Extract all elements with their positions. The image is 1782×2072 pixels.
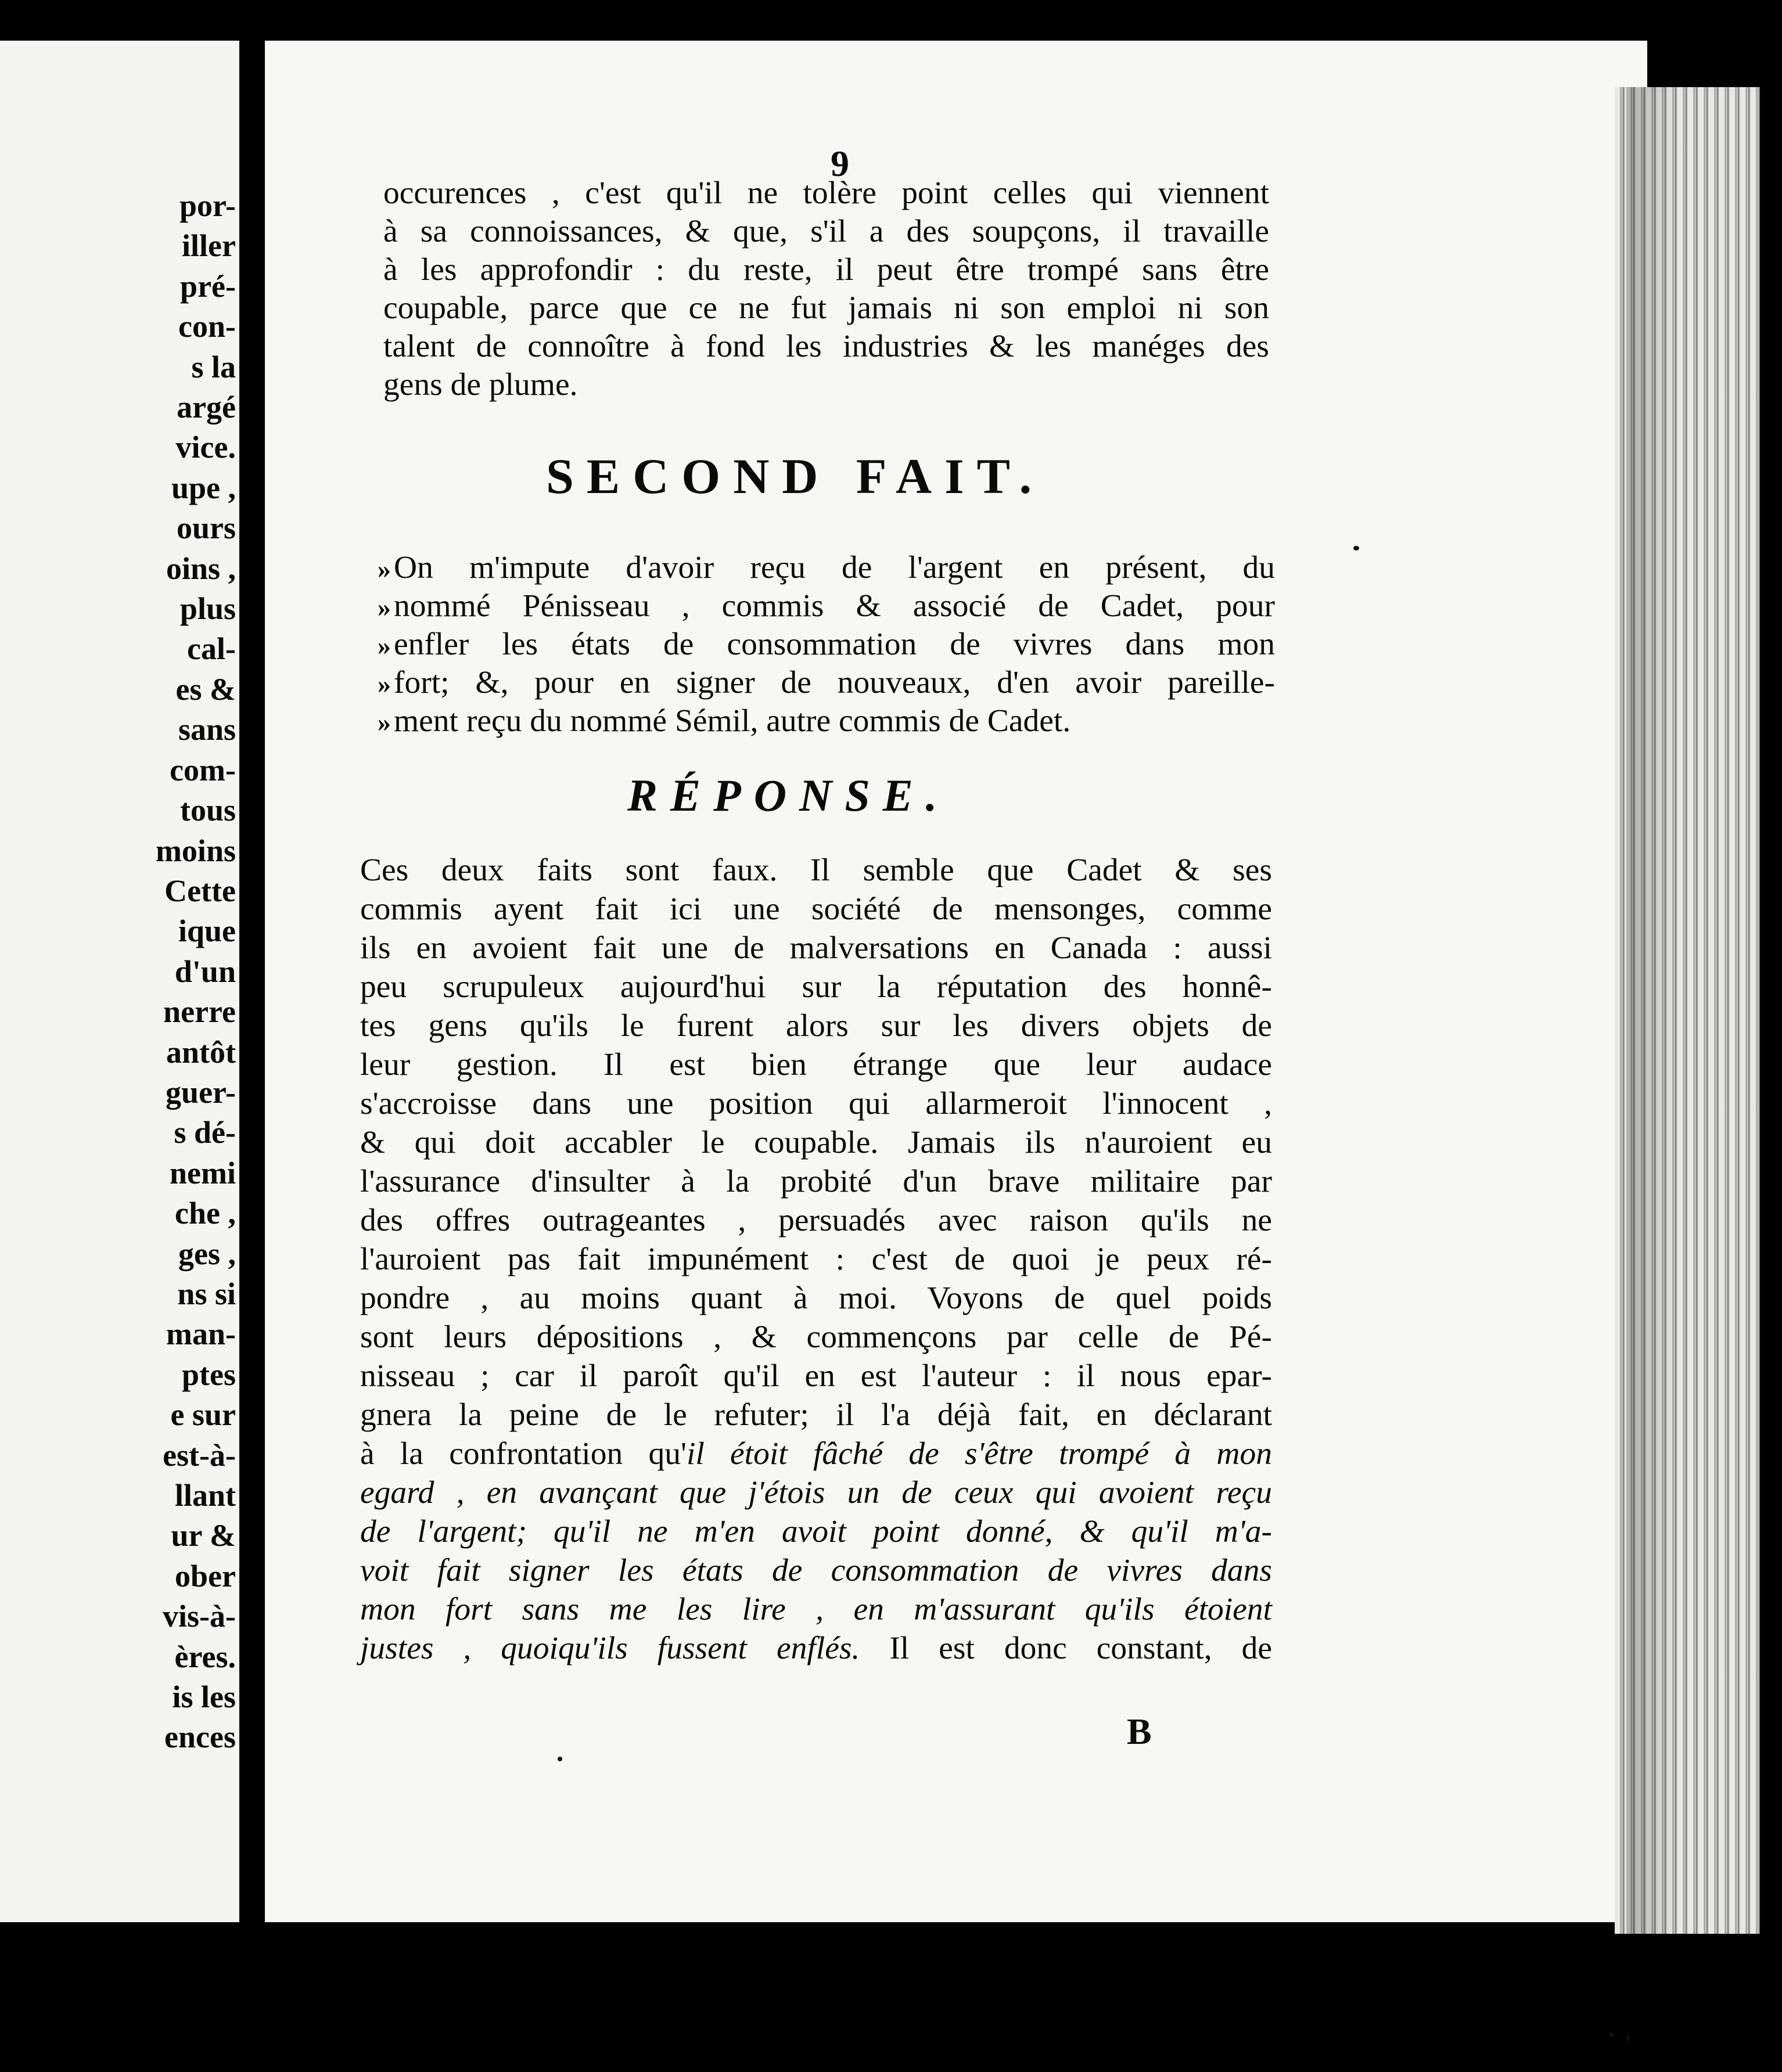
left-page-line: nerre: [163, 994, 236, 1030]
quote-text: nommé Pénisseau , commis & associé de Cadet, pour: [394, 588, 1275, 624]
left-page-line: pré-: [180, 268, 236, 304]
quote-text: fort; &, pour en signer de nouveaux, d'en avoir pareille-: [394, 665, 1275, 700]
text-line: leur gestion. Il est bien étrange que leur audace: [360, 1047, 1272, 1082]
ink-speck: [1609, 2033, 1614, 2037]
text-line: Ces deux faits sont faux. Il semble que Cadet & ses: [360, 852, 1272, 888]
text-line: [360, 1473, 1272, 1512]
quote-line: [378, 549, 1275, 587]
italic-run: voit fait signer les états de consommation de vivres dans: [360, 1553, 1272, 1588]
quote-mark: »: [378, 669, 391, 699]
text-line: pondre , au moins quant à moi. Voyons de quel poids: [360, 1280, 1272, 1316]
paragraph-2: [360, 851, 1272, 1668]
left-page-line: s dé-: [174, 1115, 236, 1150]
quote-line: [378, 702, 1275, 740]
left-page-line: ges ,: [178, 1236, 236, 1271]
text-line: tes gens qu'ils le furent alors sur les divers objets de: [360, 1008, 1272, 1044]
heading-second-fait: SECOND FAIT.: [546, 448, 1045, 504]
quote-text: ment reçu du nommé Sémil, autre commis de Cadet.: [394, 703, 1071, 739]
left-page-line: ères.: [174, 1639, 236, 1674]
text-line: des offres outrageantes , persuadés avec raison qu'ils ne: [360, 1203, 1272, 1238]
quote-text: On m'impute d'avoir reçu de l'argent en présent, du: [394, 550, 1275, 585]
left-page-line: com-: [170, 752, 236, 787]
left-page-line: ours: [176, 510, 236, 546]
text-line: nisseau ; car il paroît qu'il en est l'auteur : il nous epar-: [360, 1358, 1272, 1394]
text-line: peu scrupuleux aujourd'hui sur la réputation des honnê-: [360, 969, 1272, 1005]
quote-line: [378, 625, 1275, 664]
italic-run: de l'argent; qu'il ne m'en avoit point donné, & qu'il m'a-: [360, 1514, 1272, 1549]
quote-line: [378, 587, 1275, 625]
quote-line: [378, 664, 1275, 702]
left-page-line: moins: [155, 833, 236, 868]
left-page-line: tous: [179, 793, 236, 828]
text-line: l'assurance d'insulter à la probité d'un brave militaire par: [360, 1164, 1272, 1199]
text-line: gnera la peine de le refuter; il l'a déjà fait, en déclarant: [360, 1397, 1272, 1433]
quoted-accusation: [378, 549, 1275, 740]
left-page-line: Cette: [164, 873, 236, 908]
left-page-line: plus: [179, 591, 236, 627]
left-page-line: ober: [175, 1558, 236, 1593]
italic-run: il étoit fâché de s'être trompé à mon: [686, 1436, 1272, 1472]
left-page-line: con-: [178, 309, 236, 344]
quote-mark: »: [378, 592, 391, 622]
left-page-line: antôt: [166, 1034, 236, 1070]
text-line: [360, 1512, 1272, 1551]
text-line: coupable, parce que ce ne fut jamais ni son emploi ni son: [383, 290, 1269, 326]
quote-mark: »: [378, 707, 391, 737]
signature-mark: B: [1127, 1711, 1152, 1752]
text-line: [360, 1551, 1272, 1590]
left-page-line: ptes: [182, 1357, 236, 1392]
quote-mark: »: [378, 554, 391, 584]
text-line: à les approfondir : du reste, il peut être trompé sans être: [383, 252, 1269, 287]
left-page-line: ns si: [177, 1276, 236, 1311]
text-line: & qui doit accabler le coupable. Jamais ils n'auroient eu: [360, 1125, 1272, 1160]
quote-text: enfler les états de consommation de vivres dans mon: [394, 627, 1275, 662]
left-page-line: e sur: [170, 1397, 236, 1433]
left-page-line: guer-: [166, 1074, 236, 1110]
italic-run: justes , quoiqu'ils fussent enflés.: [360, 1631, 860, 1666]
text-run: Il est donc constant, de: [860, 1631, 1272, 1666]
left-facing-page: [0, 41, 239, 1922]
text-line: à sa connoissances, & que, s'il a des soupçons, il travaille: [383, 214, 1269, 249]
left-page-line: che ,: [175, 1196, 236, 1231]
text-line: s'accroisse dans une position qui allarmeroit l'innocent ,: [360, 1086, 1272, 1121]
left-page-line: iller: [182, 228, 236, 264]
left-page-line: oins ,: [166, 551, 236, 586]
left-page-text: [3, 186, 236, 1758]
left-page-line: ur &: [171, 1518, 236, 1553]
text-line: gens de plume.: [383, 367, 578, 402]
italic-run: egard , en avançant que j'étois un de ceux qui avoient reçu: [360, 1475, 1272, 1510]
left-page-line: nemi: [170, 1155, 236, 1190]
left-page-line: vis-à-: [163, 1599, 236, 1634]
left-page-line: ences: [164, 1720, 236, 1755]
text-run: à la confrontation qu': [360, 1436, 687, 1472]
left-page-line: sans: [178, 712, 236, 747]
left-page-line: is les: [172, 1679, 236, 1715]
text-line: [360, 1629, 1272, 1668]
left-page-line: llant: [174, 1478, 236, 1513]
ink-speck: [1626, 2035, 1630, 2041]
left-page-line: argé: [177, 390, 236, 425]
text-line: [360, 1590, 1272, 1629]
quote-mark: »: [378, 631, 391, 660]
italic-run: mon fort sans me les lire , en m'assurant qu'ils étoient: [360, 1592, 1272, 1627]
text-line: sont leurs dépositions , & commençons par celle de Pé-: [360, 1319, 1272, 1355]
page-number: 9: [831, 143, 849, 184]
left-page-line: vice.: [175, 430, 236, 465]
left-page-line: por-: [179, 188, 236, 223]
text-line: commis ayent fait ici une société de mensonges, comme: [360, 891, 1272, 927]
left-page-line: cal-: [187, 631, 236, 667]
left-page-line: upe ,: [171, 470, 236, 505]
text-line: l'auroient pas fait impunément : c'est de quoi je peux ré-: [360, 1242, 1272, 1277]
text-line: occurences , c'est qu'il ne tolère point celles qui viennent: [383, 175, 1269, 211]
text-line: [360, 1434, 1272, 1473]
paragraph-1: [383, 174, 1269, 404]
left-page-line: est-à-: [163, 1437, 236, 1473]
heading-reponse: RÉPONSE.: [627, 770, 950, 821]
ink-speck: [558, 1757, 562, 1761]
ink-speck: [1353, 546, 1359, 551]
page-edge-shadow: [1626, 87, 1679, 1934]
text-line: talent de connoître à fond les industries & les manéges des: [383, 329, 1269, 364]
left-page-line: es &: [175, 671, 236, 707]
left-page-line: ique: [178, 913, 236, 949]
text-line: ils en avoient fait une de malversations en Canada : aussi: [360, 930, 1272, 966]
left-page-line: d'un: [174, 954, 236, 989]
left-page-line: man-: [166, 1316, 236, 1352]
left-page-line: s la: [191, 349, 236, 384]
